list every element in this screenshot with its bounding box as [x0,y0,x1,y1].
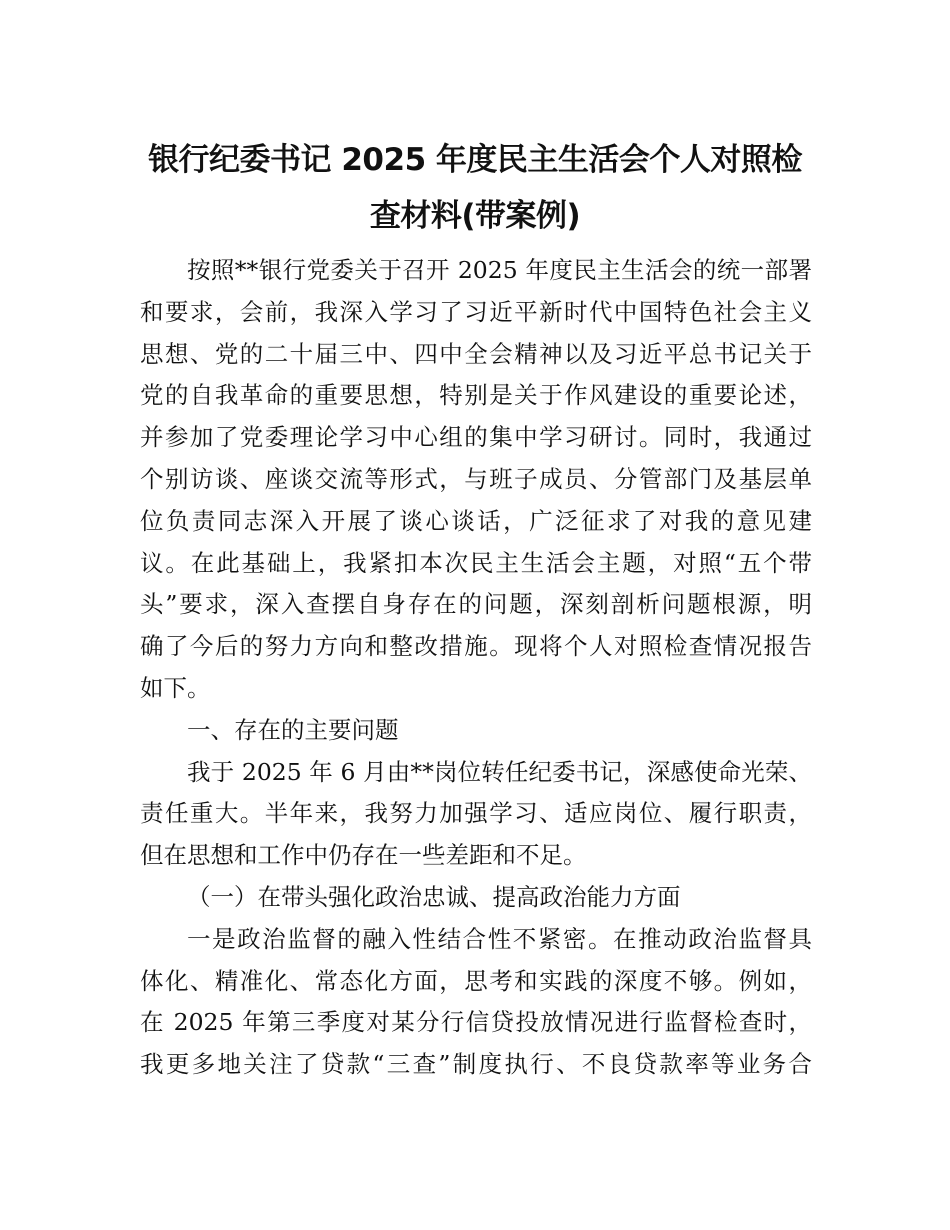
text-line: 一是政治监督的融入性结合性不紧密。在推动政治监督具 [187,924,812,953]
text-line: 和要求，会前，我深入学习了习近平新时代中国特色社会主义 [140,297,812,326]
text-line: 我更多地关注了贷款“三查”制度执行、不良贷款率等业务合 [140,1050,812,1079]
text-line: 个别访谈、座谈交流等形式，与班子成员、分管部门及基层单 [140,464,812,493]
text-line: 在 2025 年第三季度对某分行信贷投放情况进行监督检查时， [140,1008,812,1037]
paragraph [140,752,812,877]
document-body [140,250,812,1086]
title-line-2: 查材料(带案例) [369,198,581,234]
text-line: 如下。 [140,673,211,702]
text-line: 位负责同志深入开展了谈心谈话，广泛征求了对我的意见建 [140,506,812,535]
text-line: 确了今后的努力方向和整改措施。现将个人对照检查情况报告 [140,632,812,661]
text-line: 按照**银行党委关于召开 2025 年度民主生活会的统一部署 [187,256,812,284]
text-line: 党的自我革命的重要思想，特别是关于作风建设的重要论述， [140,381,812,410]
paragraph [140,710,812,752]
paragraph [140,877,812,919]
document-title [140,132,810,244]
text-line: 思想、党的二十届三中、四中全会精神以及习近平总书记关于 [140,339,812,368]
title-line-1: 银行纪委书记 2025 年度民主生活会个人对照检 [148,142,802,178]
text-line: 一、存在的主要问题 [187,715,399,744]
text-line: 体化、精准化、常态化方面，思考和实践的深度不够。例如， [140,966,812,995]
text-line: 我于 2025 年 6 月由**岗位转任纪委书记，深感使命光荣、 [187,757,812,786]
paragraph [140,250,812,710]
text-line: 责任重大。半年来，我努力加强学习、适应岗位、履行职责， [140,799,812,828]
text-line: 但在思想和工作中仍存在一些差距和不足。 [140,841,587,870]
text-line: 并参加了党委理论学习中心组的集中学习研讨。同时，我通过 [140,423,812,452]
text-line: 议。在此基础上，我紧扣本次民主生活会主题，对照“五个带 [140,548,812,577]
paragraph [140,919,812,1086]
text-line: （一）在带头强化政治忠诚、提高政治能力方面 [187,882,681,911]
text-line: 头”要求，深入查摆自身存在的问题，深刻剖析问题根源，明 [140,590,812,619]
